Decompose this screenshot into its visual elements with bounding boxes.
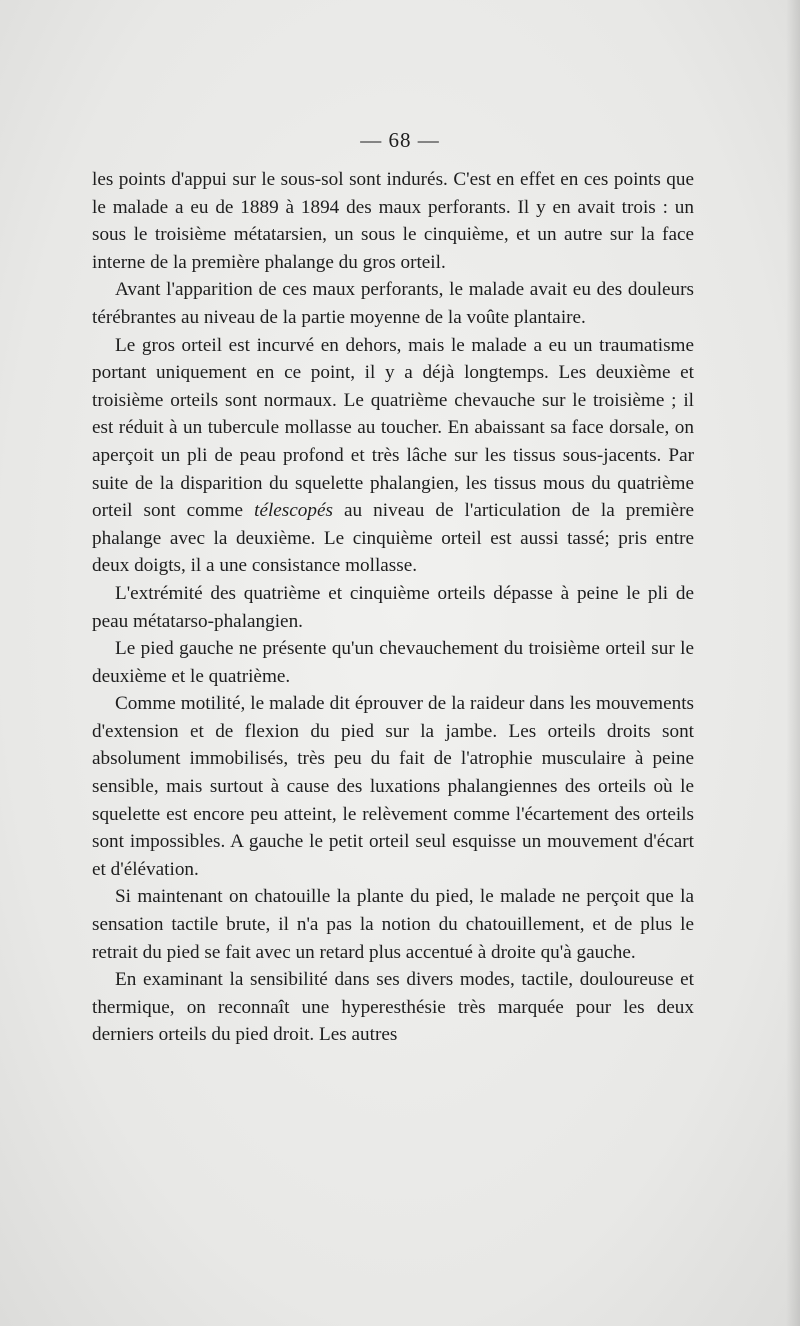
text-run: Le gros orteil est incurvé en dehors, mais le malade a eu un traumatisme portant uniquement en ce point, il y a déjà longtemps. Les deuxième et troisième orteils sont normaux. Le quatrième chevauche sur le troisième ; il est réduit à un tubercule mollasse au toucher. En abaissant sa face dorsale, on aperçoit un pli de peau profond et très lâche sur les tissus sous-jacents. Par suite de la disparition du squelette phalangien, les tissus mous du quatrième orteil sont comme — [92, 334, 694, 522]
paragraph-6 — [92, 690, 694, 883]
paragraph-5 — [92, 635, 694, 690]
italic-term: télescopés — [254, 500, 333, 522]
text-run: Avant l'apparition de ces maux perforants, le malade avait eu des douleurs térébrantes au niveau de la partie moyenne de la voûte plantaire. — [92, 279, 694, 328]
page-edge-shadow — [786, 0, 800, 1326]
paragraph-2 — [92, 276, 694, 331]
page-number: — 68 — — [360, 128, 440, 152]
paragraph-7 — [92, 883, 694, 966]
text-run: les points d'appui sur le sous-sol sont indurés. C'est en effet en ces points que le malade a eu de 1889 à 1894 des maux perforants. Il y en avait trois : un sous le troisième métatarsien, un sous le cinquième, et un autre sur la face interne de la première phalange du gros orteil. — [92, 169, 694, 273]
paragraph-4 — [92, 580, 694, 635]
text-run: Le pied gauche ne présente qu'un chevauchement du troisième orteil sur le deuxième et le quatrième. — [92, 638, 694, 687]
text-run: L'extrémité des quatrième et cinquième orteils dépasse à peine le pli de peau métatarso-phalangien. — [92, 582, 694, 632]
text-run: Comme motilité, le malade dit éprouver de la raideur dans les mouvements d'extension et de flexion du pied sur la jambe. Les orteils droits sont absolument immobilisés, très peu du fait de l'atrophie musculaire à peine sensible, mais surtout à cause des luxations phalangiennes des orteils où le squelette est encore peu atteint, le relèvement comme l'écartement des orteils sont impossibles. A gauche le petit orteil seul esquisse un mouvement d'écart et d'élévation. — [92, 693, 694, 880]
text-run: au niveau de l'articulation de la première phalange avec la deuxième. Le cinquième orteil est aussi tassé; pris entre deux doigts, il a une consistance mollasse. — [92, 500, 694, 577]
paragraph-8 — [92, 966, 694, 1049]
paragraph-3 — [92, 332, 694, 580]
paragraph-1 — [92, 166, 694, 276]
body-text — [92, 166, 694, 1049]
text-run: En examinant la sensibilité dans ses divers modes, tactile, douloureuse et thermique, on reconnaît une hyperesthésie très marquée pour les deux derniers orteils du pied droit. Les autres — [92, 969, 694, 1046]
text-run: Si maintenant on chatouille la plante du pied, le malade ne perçoit que la sensation tactile brute, il n'a pas la notion du chatouillement, et de plus le retrait du pied se fait avec un retard plus accentué à droite qu'à gauche. — [92, 886, 694, 963]
